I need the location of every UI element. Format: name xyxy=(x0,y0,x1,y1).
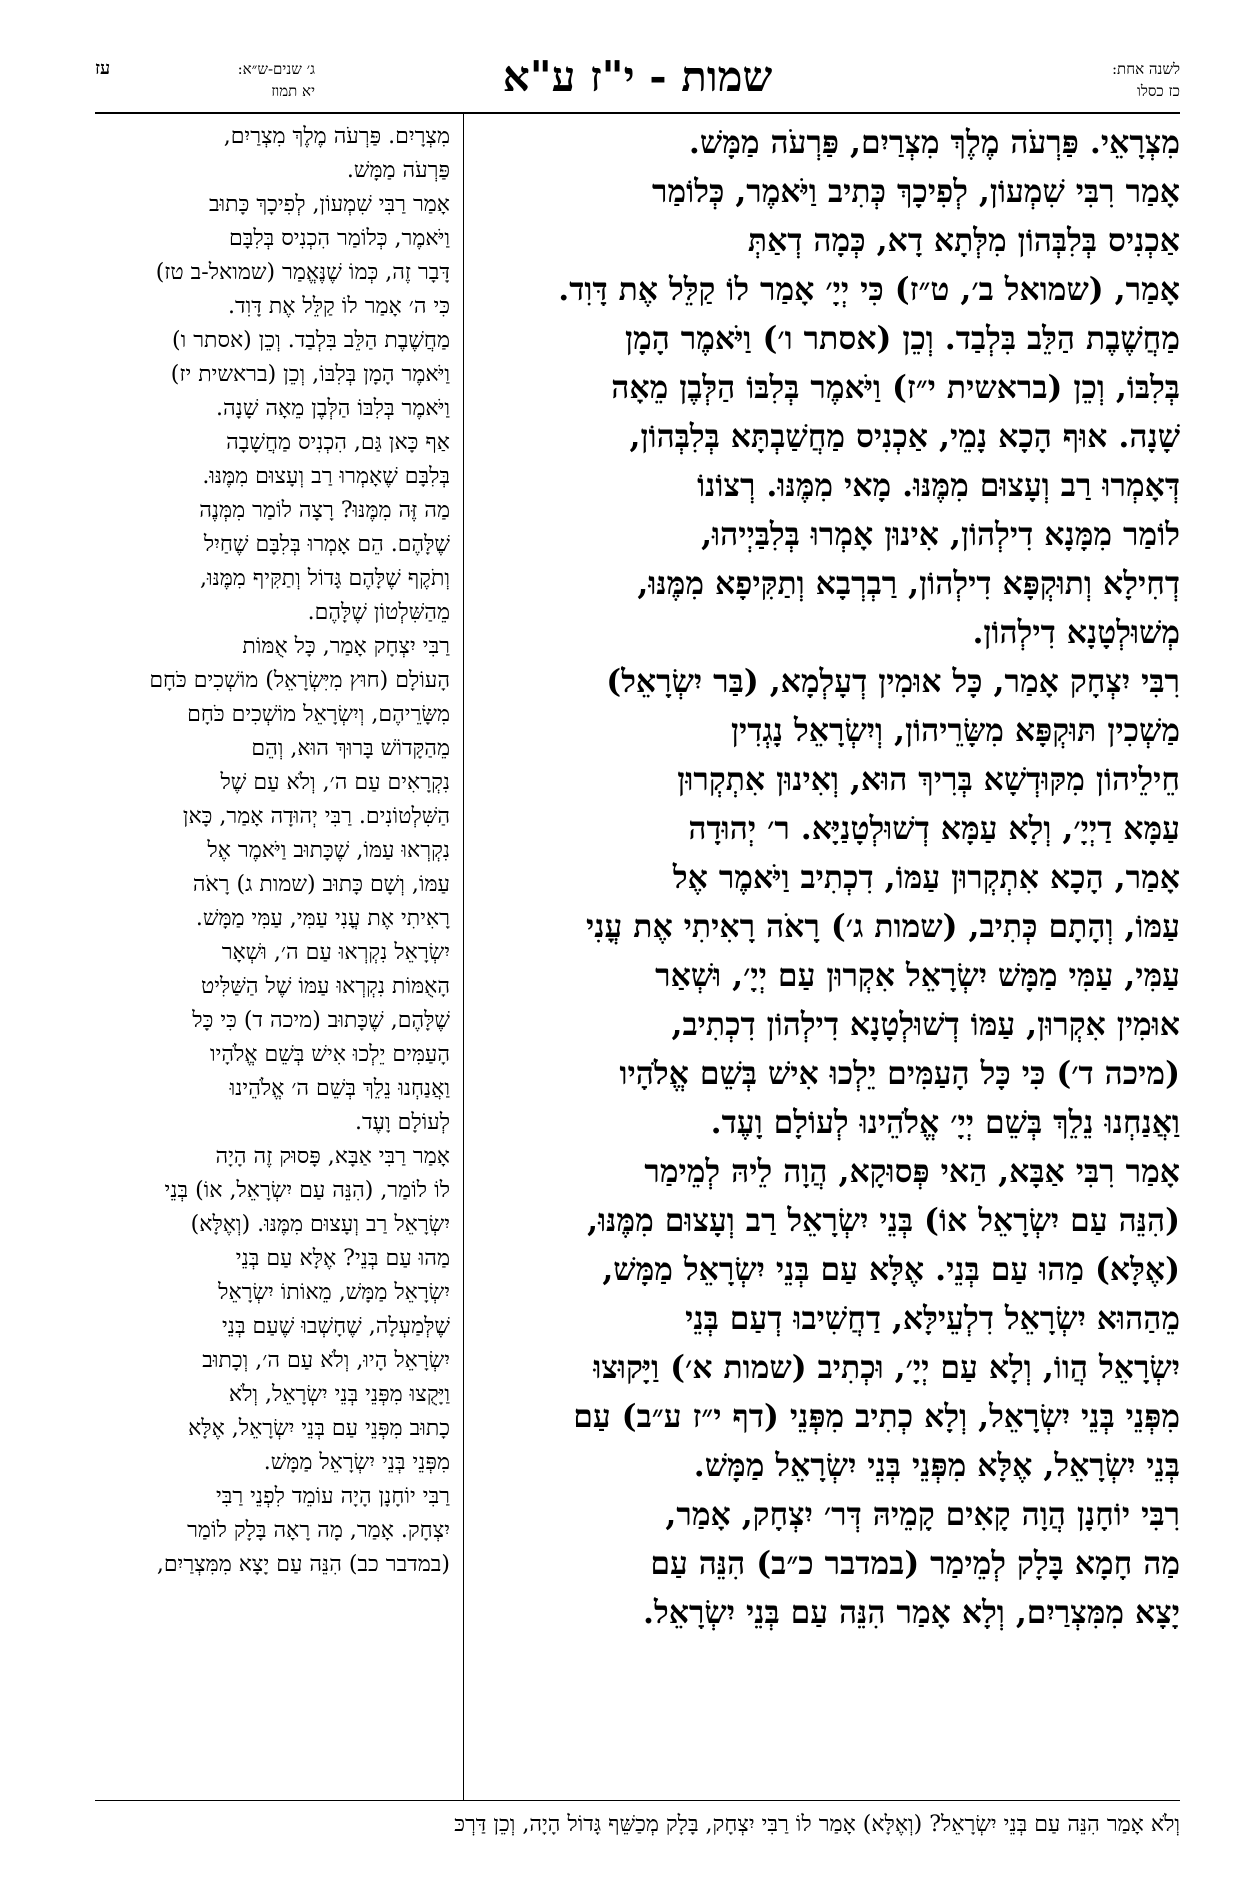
translation-line: שֶׁלָּהֶם, שֶׁכָּתוּב (מיכה ד) כִּי כָּל xyxy=(192,1008,450,1033)
translation-line: אָמַר רַבִּי אַבָּא, פָּסוּק זֶה הָיָה xyxy=(215,1144,450,1169)
main-text-line: מַה חָמָא בָּלָק לְמֵימַר (במדבר כ״ב) הִנֵּה עַם xyxy=(650,1545,1180,1582)
translation-line: כָתוּב מִפְּנֵי עַם בְּנֵי יִשְׂרָאֵל, אֶלָּא xyxy=(188,1416,450,1441)
translation-line: (במדבר כב) הִנֵּה עַם יָצָא מִמִּצְרַיִם, xyxy=(156,1552,450,1577)
translation-line: רַבִּי יִצְחָק אָמַר, כָּל אֻמּוֹת xyxy=(242,634,450,659)
page-title: שמות - י"ז ע"א xyxy=(502,52,773,101)
main-text-line: יִשְׂרָאֵל הֲווֹ, וְלָא עַם יְיָ׳, וּכְתִיב (שמות א׳) וַיָּקוּצוּ xyxy=(593,1349,1180,1386)
main-text-line: חֵילֵיהוֹן מִקּוּדְשָׁא בְּרִיךְ הוּא, וְאִינוּן אִתְקְרוּן xyxy=(677,761,1180,798)
main-text-line: יָצָא מִמִּצְרַיִם, וְלָא אָמַר הִנֵּה עַם בְּנֵי יִשְׂרָאֵל. xyxy=(643,1594,1180,1631)
translation-line: רָאִיתִי אֶת עֳנִי עַמִּי, עַמִּי מַמָּשׁ. xyxy=(195,906,450,931)
translation-line: לְעוֹלָם וָעֶד. xyxy=(354,1110,450,1135)
main-text-line: בְּנֵי יִשְׂרָאֵל, אֶלָּא מִפְּנֵי בְּנֵי יִשְׂרָאֵל מַמָּשׁ. xyxy=(693,1447,1180,1484)
translation-line: הָאֻמּוֹת נִקְרְאוּ עַמּוֹ שֶׁל הַשַּׁלִּיט xyxy=(200,974,450,999)
main-text-line: וַאֲנַחְנוּ נֵלֵךְ בְּשֵׁם יְיָ׳ אֱלֹהֵינוּ לְעוֹלָם וָעֶד. xyxy=(710,1104,1180,1141)
translation-line: מַהוּ עַם בְּנֵי? אֶלָּא עַם בְּנֵי xyxy=(235,1246,450,1271)
translation-line: וְתֹקֶף שֶׁלָּהֶם גָּדוֹל וְתַקִּיף מִמֶּנּוּ, xyxy=(199,566,450,591)
main-text-line: אָמַר, הָכָא אִתְקְרוּן עַמּוֹ, דִכְתִיב וַיֹּאמֶר אֶל xyxy=(672,859,1180,896)
translation-line: הָעוֹלָם (חוּץ מִיִּשְׂרָאֵל) מוֹשְׁכִים כֹּחָם xyxy=(149,668,450,693)
main-text-line: מַחֲשֶׁבֶת הַלֵּב בִּלְבַד. וְכֵן (אסתר ו׳) וַיֹּאמֶר הָמָן xyxy=(625,320,1180,357)
page-header xyxy=(95,52,1180,112)
translation-column xyxy=(95,120,450,1582)
main-text-line: אָמַר רִבִּי אַבָּא, הַאי פְּסוּקָא, הֲוָה לֵיהּ לְמֵימַר xyxy=(644,1153,1180,1190)
main-text-line: (אֶלָּא) מַהוּ עַם בְּנֵי. אֶלָּא עַם בְּנֵי יִשְׂרָאֵל מַמָּשׁ, xyxy=(602,1251,1180,1288)
main-text-line: מִפְּנֵי בְּנֵי יִשְׂרָאֵל, וְלָא כְתִיב מִפְּנֵי (דף י״ז ע״ב) עַם xyxy=(573,1398,1180,1435)
main-text-line: מַשְׁכִין תּוּקְפָּא מִשָּׂרֵיהוֹן, וְיִשְׂרָאֵל נָגְדִין xyxy=(730,712,1180,749)
translation-line: כִּי ה׳ אָמַר לוֹ קַלֵּל אֶת דָּוִד. xyxy=(228,294,450,319)
main-text-line: רִבִּי יוֹחָנָן הֲוָה קָאִים קָמֵיהּ דְּר׳ יִצְחָק, אָמַר, xyxy=(665,1496,1180,1533)
translation-line: פַּרְעֹה מַמָּשׁ. xyxy=(346,158,450,183)
translation-line: נִקְרְאוּ עַמּוֹ, שֶׁכָּתוּב וַיֹּאמֶר אֶל xyxy=(207,838,450,863)
translation-line: מֵהַשִּׁלְטוֹן שֶׁלָּהֶם. xyxy=(307,600,450,625)
continuation-line: וְלֹא אָמַר הִנֵּה עַם בְּנֵי יִשְׂרָאֵל? (וְאֶלָּא) אָמַר לוֹ רַבִּי יִצְחָק, בָּלָק מְכַשֵּׁף גָּדוֹל הָיָה, וְכֵן דַּרְכּ xyxy=(454,1812,1180,1837)
schedule-label: ג׳ שנים-ש״א: xyxy=(237,60,315,78)
main-text-line: אַכְנִיס בְּלִבְּהוֹן מִלְּתָא דָא, כְּמָה דְאַתְּ xyxy=(747,222,1180,259)
translation-line: וַיֹּאמֶר בְּלִבּוֹ הַלְּבֶן מֵאָה שָׁנָה. xyxy=(216,396,450,421)
translation-line: עַמּוֹ, וְשָׁם כָּתוּב (שמות ג) רָאֹה xyxy=(192,872,450,897)
translation-line: רַבִּי יוֹחָנָן הָיָה עוֹמֵד לִפְנֵי רַבִּי xyxy=(215,1484,450,1509)
column-divider xyxy=(463,114,464,1800)
translation-line: וַיָּקֻצוּ מִפְּנֵי בְּנֵי יִשְׂרָאֵל, וְלֹא xyxy=(228,1382,450,1407)
main-text-line: עַמִּי, עַמִּי מַמָּשׁ יִשְׂרָאֵל אִקְרוּן עַם יְיָ׳, וּשְׁאַר xyxy=(655,957,1180,994)
translation-line: לוֹ לוֹמַר, (הִנֵּה עַם יִשְׂרָאֵל, אוֹ) בְּנֵי xyxy=(164,1178,450,1203)
translation-line: הָעַמִּים יֵלְכוּ אִישׁ בְּשֵׁם אֱלֹהָיו xyxy=(209,1042,450,1067)
main-text-line: אָמַר, (שמואל ב׳, ט״ז) כִּי יְיָ׳ אָמַר לוֹ קַלֵּל אֶת דָּוִד. xyxy=(558,271,1180,308)
translation-line: מַה זֶּה מִמֶּנּוּ? רָצָה לוֹמַר מִמְּנֶה xyxy=(199,498,450,523)
main-text-line: דְחִילָא וְתוּקְפָּא דִילְהוֹן, רַבְרְבָא וְתַקִּיפָא מִמֶּנּוּ, xyxy=(637,565,1180,602)
main-text-line: עַמָּא דַיְיָ׳, וְלָא עַמָּא דְשׁוּלְטָנַיָּא. ר׳ יְהוּדָה xyxy=(688,810,1180,847)
translation-line: יִשְׂרָאֵל נִקְרְאוּ עַם ה׳, וּשְׁאָר xyxy=(221,940,450,965)
translation-line: דָּבָר זֶה, כְּמוֹ שֶׁנֶּאֱמַר (שמואל-ב טז) xyxy=(155,260,450,285)
main-text-line: מְשׁוּלְטָנָא דִילְהוֹן. xyxy=(972,614,1180,651)
translation-line: מֵהַקָּדוֹשׁ בָּרוּךְ הוּא, וְהֵם xyxy=(251,736,450,761)
translation-line: מִצְרָיִם. פַּרְעֹה מֶלֶךְ מִצְרַיִם, xyxy=(223,124,450,149)
schedule-label: לשנה אחת: xyxy=(1112,60,1180,78)
translation-line: מִשָּׂרֵיהֶם, וְיִשְׂרָאֵל מוֹשְׁכִים כֹּחָם xyxy=(187,702,450,727)
translation-line: וַיֹּאמֶר הָמָן בְּלִבּוֹ, וְכֵן (בראשית יז) xyxy=(170,362,450,387)
translation-line: יִצְחָק. אָמַר, מָה רָאָה בָּלָק לוֹמַר xyxy=(187,1518,450,1543)
main-text-line: אוּמִין אִקְרוּן, עַמּוֹ דְשׁוּלְטָנָא דִילְהוֹן דִכְתִיב, xyxy=(671,1006,1180,1043)
translation-line: בְּלִבָּם שֶׁאָמְרוּ רַב וְעָצוּם מִמֶּנּוּ. xyxy=(202,464,450,489)
main-text-line: לוֹמַר מִמָּנָא דִילְהוֹן, אִינוּן אָמְרוּ בְּלִבַּיְיהוּ, xyxy=(701,516,1180,553)
main-text-line: (מיכה ד׳) כִּי כָּל הָעַמִּים יֵלְכוּ אִישׁ בְּשֵׁם אֱלֹהָיו xyxy=(619,1055,1180,1092)
translation-line: אַף כָּאן גַּם, הִכְנִיס מַחֲשָׁבָה xyxy=(226,430,450,455)
page-number: עז xyxy=(95,58,111,79)
translation-line: נִקְרָאִים עַם ה׳, וְלֹא עַם שֶׁל xyxy=(220,770,450,795)
main-text-line: אָמַר רִבִּי שִׁמְעוֹן, לְפִיכָךְ כְּתִיב וַיֹּאמֶר, כְּלוֹמַר xyxy=(652,173,1180,210)
translation-line: הַשִּׁלְטוֹנִים. רַבִּי יְהוּדָה אָמַר, כָּאן xyxy=(182,804,450,829)
main-text-line: מִצְרָאֵי. פַּרְעֹה מֶלֶךְ מִצְרַיִם, פַּרְעֹה מַמָּשׁ. xyxy=(688,124,1180,161)
main-text-line: (הִנֵּה עַם יִשְׂרָאֵל אוֹ) בְּנֵי יִשְׂרָאֵל רַב וְעָצוּם מִמֶּנּוּ, xyxy=(587,1202,1180,1239)
main-text-line: מֵהַהוּא יִשְׂרָאֵל דִלְעֵילָּא, דַחֲשִׁיבוּ דְעַם בְּנֵי xyxy=(685,1300,1180,1337)
translation-line: אָמַר רַבִּי שִׁמְעוֹן, לְפִיכָךְ כָּתוּב xyxy=(208,192,450,217)
translation-line: יִשְׂרָאֵל מַמָּשׁ, מֵאוֹתוֹ יִשְׂרָאֵל xyxy=(218,1280,450,1305)
translation-line: וַיֹּאמֶר, כְּלוֹמַר הִכְנִיס בְּלִבָּם xyxy=(228,226,450,251)
translation-line: וַאֲנַחְנוּ נֵלֵךְ בְּשֵׁם ה׳ אֱלֹהֵינוּ xyxy=(229,1076,450,1101)
main-text-line: שָׁנָה. אוּף הָכָא נָמֵי, אַכְנִיס מַחֲשַׁבְתָּא בְּלִבְּהוֹן, xyxy=(629,418,1180,455)
main-text-line: בְּלִבּוֹ, וְכֵן (בראשית י״ז) וַיֹּאמֶר בְּלִבּוֹ הַלְּבֶן מֵאָה xyxy=(611,369,1180,406)
main-text-line: עַמּוֹ, וְהָתָם כְּתִיב, (שמות ג׳) רָאֹה רָאִיתִי אֶת עֳנִי xyxy=(585,908,1180,945)
translation-line: מִפְּנֵי בְּנֵי יִשְׂרָאֵל מַמָּשׁ. xyxy=(263,1450,450,1475)
translation-line: מַחֲשֶׁבֶת הַלֵּב בִּלְבַד. וְכֵן (אסתר ו) xyxy=(172,328,450,353)
translation-line: יִשְׂרָאֵל הָיוּ, וְלֹא עַם ה׳, וְכָתוּב xyxy=(202,1348,450,1373)
schedule-date: כז כסלו xyxy=(1136,82,1180,100)
schedule-date: יא תמוז xyxy=(271,82,315,100)
main-text-column xyxy=(480,118,1180,1637)
header-divider xyxy=(95,112,1180,114)
translation-line: שֶׁלְּמַעְלָה, שֶׁחָשְׁבוּ שֶׁעַם בְּנֵי xyxy=(222,1314,450,1339)
footer-divider xyxy=(95,1800,1180,1801)
translation-line: יִשְׂרָאֵל רַב וְעָצוּם מִמֶּנּוּ. (וְאֶלָּא) xyxy=(190,1212,450,1237)
main-text-line: רִבִּי יִצְחָק אָמַר, כָּל אוּמִין דְעָלְמָא, (בַּר יִשְׂרָאֵל) xyxy=(606,663,1180,700)
main-text-line: דְּאָמְרוּ רַב וְעָצוּם מִמֶּנּוּ. מָאי מִמֶּנּוּ. רְצוֹנוֹ xyxy=(697,467,1180,504)
translation-line: שֶׁלָּהֶם. הֵם אָמְרוּ בְּלִבָּם שֶׁחַיִל xyxy=(203,532,450,557)
